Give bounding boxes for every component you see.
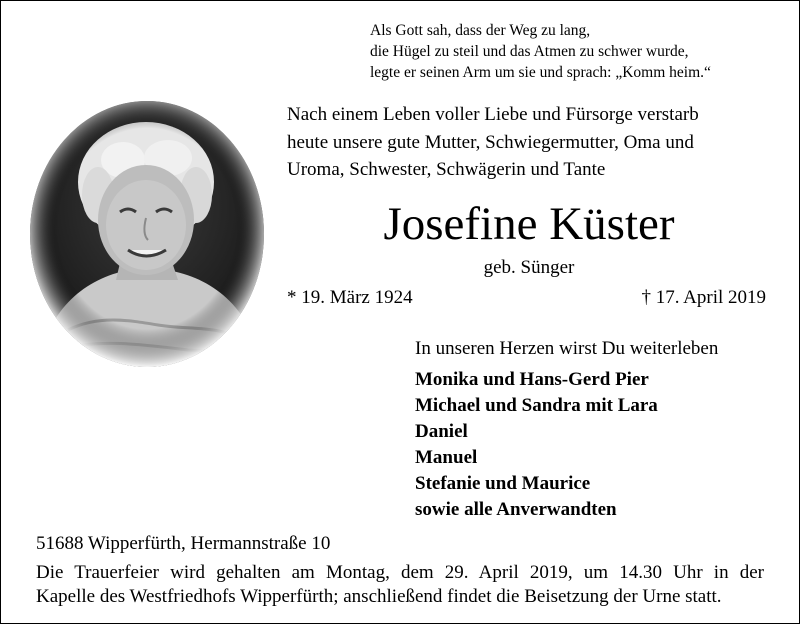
intro-text [287, 101, 771, 184]
family-member: Daniel [415, 421, 468, 442]
intro-line: Nach einem Leben voller Liebe und Fürsorge verstarb [287, 104, 699, 125]
poem-line: Als Gott sah, dass der Weg zu lang, [370, 22, 591, 39]
family-member: Monika und Hans-Gerd Pier [415, 369, 649, 390]
service-line: Die Trauerfeier wird gehalten am Montag, dem 29. April 2019, um 14.30 Uhr in der [36, 562, 764, 583]
poem-line: legte er seinen Arm um sie und sprach: „Komm heim.“ [370, 64, 711, 81]
family-member: Michael und Sandra mit Lara [415, 395, 658, 416]
poem-line: die Hügel zu steil und das Atmen zu schwer wurde, [370, 43, 689, 60]
service-info [36, 561, 764, 609]
intro-line: heute unsere gute Mutter, Schwiegermutter, Oma und [287, 131, 694, 153]
family-member: Manuel [415, 447, 478, 468]
service-line: Kapelle des Westfriedhofs Wipperfürth; anschließend findet die Beisetzung der Urne statt. [36, 586, 722, 607]
maiden-name: geb. Sünger [483, 257, 575, 278]
family-member: sowie alle Anverwandten [415, 499, 617, 520]
portrait-photo-icon [28, 100, 266, 368]
address: 51688 Wipperfürth, Hermannstraße 10 [36, 533, 331, 554]
birth-date: * 19. März 1924 [287, 287, 413, 308]
death-date: † 17. April 2019 [641, 287, 766, 308]
family-list [415, 367, 658, 523]
memory-line: In unseren Herzen wirst Du weiterleben [415, 338, 719, 359]
deceased-name: Josefine Küster [383, 198, 675, 250]
family-member: Stefanie und Maurice [415, 473, 591, 494]
poem [370, 20, 780, 83]
intro-line: Uroma, Schwester, Schwägerin und Tante [287, 159, 606, 180]
